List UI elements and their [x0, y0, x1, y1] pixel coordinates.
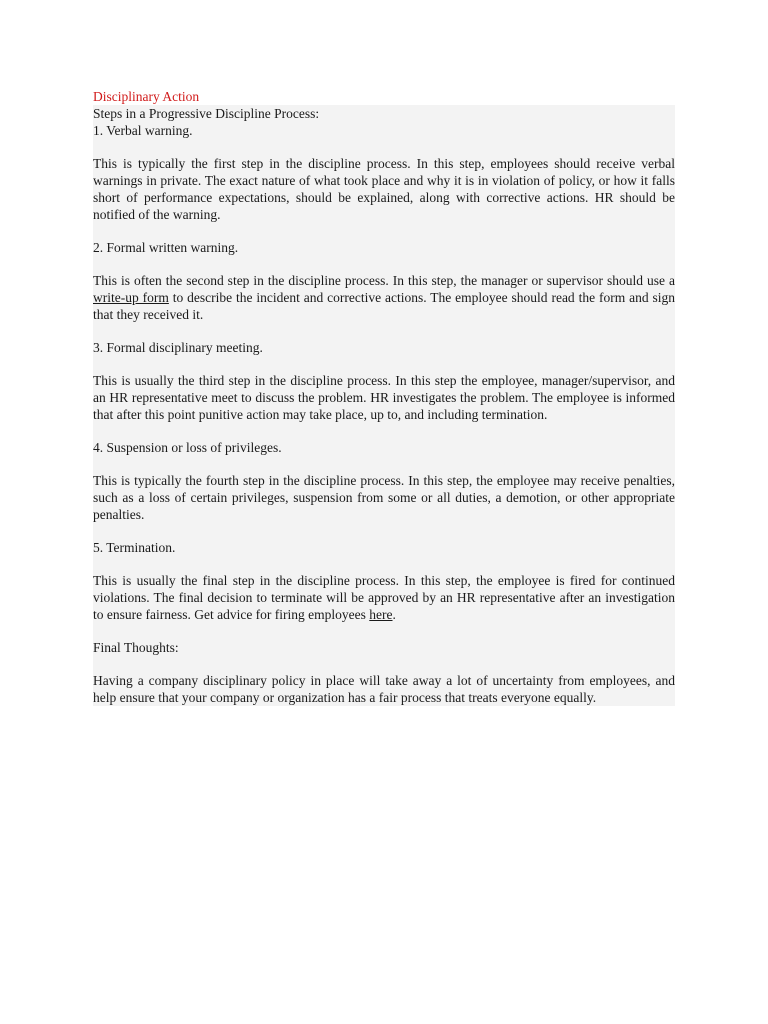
- spacer: [93, 456, 675, 472]
- spacer: [93, 323, 675, 339]
- spacer: [93, 556, 675, 572]
- document-page: [93, 88, 675, 706]
- spacer: [93, 623, 675, 639]
- document-title: Disciplinary Action: [93, 89, 200, 104]
- step-3-heading: 3. Formal disciplinary meeting.: [93, 340, 263, 355]
- spacer: [93, 356, 675, 372]
- step-4-heading: 4. Suspension or loss of privileges.: [93, 440, 282, 455]
- document-body: [93, 105, 675, 706]
- step-2-text-end: to describe the incident and corrective actions. The employee should read the form and sign that they received it.: [93, 290, 675, 322]
- step-1-text: This is typically the first step in the discipline process. In this step, employees should receive verbal warnings in private. The exact nature of what took place and why it is in violation of policy, or how it falls short of performance expectations, should be explained, along with corrective actions. HR should be notified of the warning.: [93, 156, 675, 222]
- final-thoughts-heading: Final Thoughts:: [93, 640, 179, 655]
- spacer: [93, 423, 675, 439]
- step-5-text-end: .: [392, 607, 396, 622]
- final-thoughts-text: Having a company disciplinary policy in place will take away a lot of uncertainty from employees, and help ensure that your company or organization has a fair process that treats everyone equally.: [93, 673, 675, 705]
- intro-line: Steps in a Progressive Discipline Process:: [93, 106, 320, 121]
- step-4-text: This is typically the fourth step in the discipline process. In this step, the employee may receive penalties, such as a loss of certain privileges, suspension from some or all duties, a demotion, or other appropriate penalties.: [93, 473, 675, 522]
- step-5-heading: 5. Termination.: [93, 540, 176, 555]
- write-up-form-link[interactable]: write-up form: [93, 290, 169, 305]
- spacer: [93, 256, 675, 272]
- step-3-text: This is usually the third step in the discipline process. In this step the employee, manager/supervisor, and an HR representative meet to discuss the problem. HR investigates the problem. The employee is informed that after this point punitive action may take place, up to, and including termination.: [93, 373, 675, 422]
- step-5-text-start: This is usually the final step in the discipline process. In this step, the employee is fired for continued violations. The final decision to terminate will be approved by an HR representative after an investigation to ensure fairness. Get advice for firing employees: [93, 573, 675, 622]
- step-2-heading: 2. Formal written warning.: [93, 240, 239, 255]
- step-2-text-start: This is often the second step in the discipline process. In this step, the manager or supervisor should use a: [93, 273, 675, 288]
- spacer: [93, 656, 675, 672]
- step-5-text: [93, 572, 675, 623]
- step-1-heading: 1. Verbal warning.: [93, 123, 193, 138]
- step-2-text: [93, 272, 675, 323]
- spacer: [93, 223, 675, 239]
- spacer: [93, 139, 675, 155]
- spacer: [93, 523, 675, 539]
- firing-advice-link[interactable]: here: [369, 607, 393, 622]
